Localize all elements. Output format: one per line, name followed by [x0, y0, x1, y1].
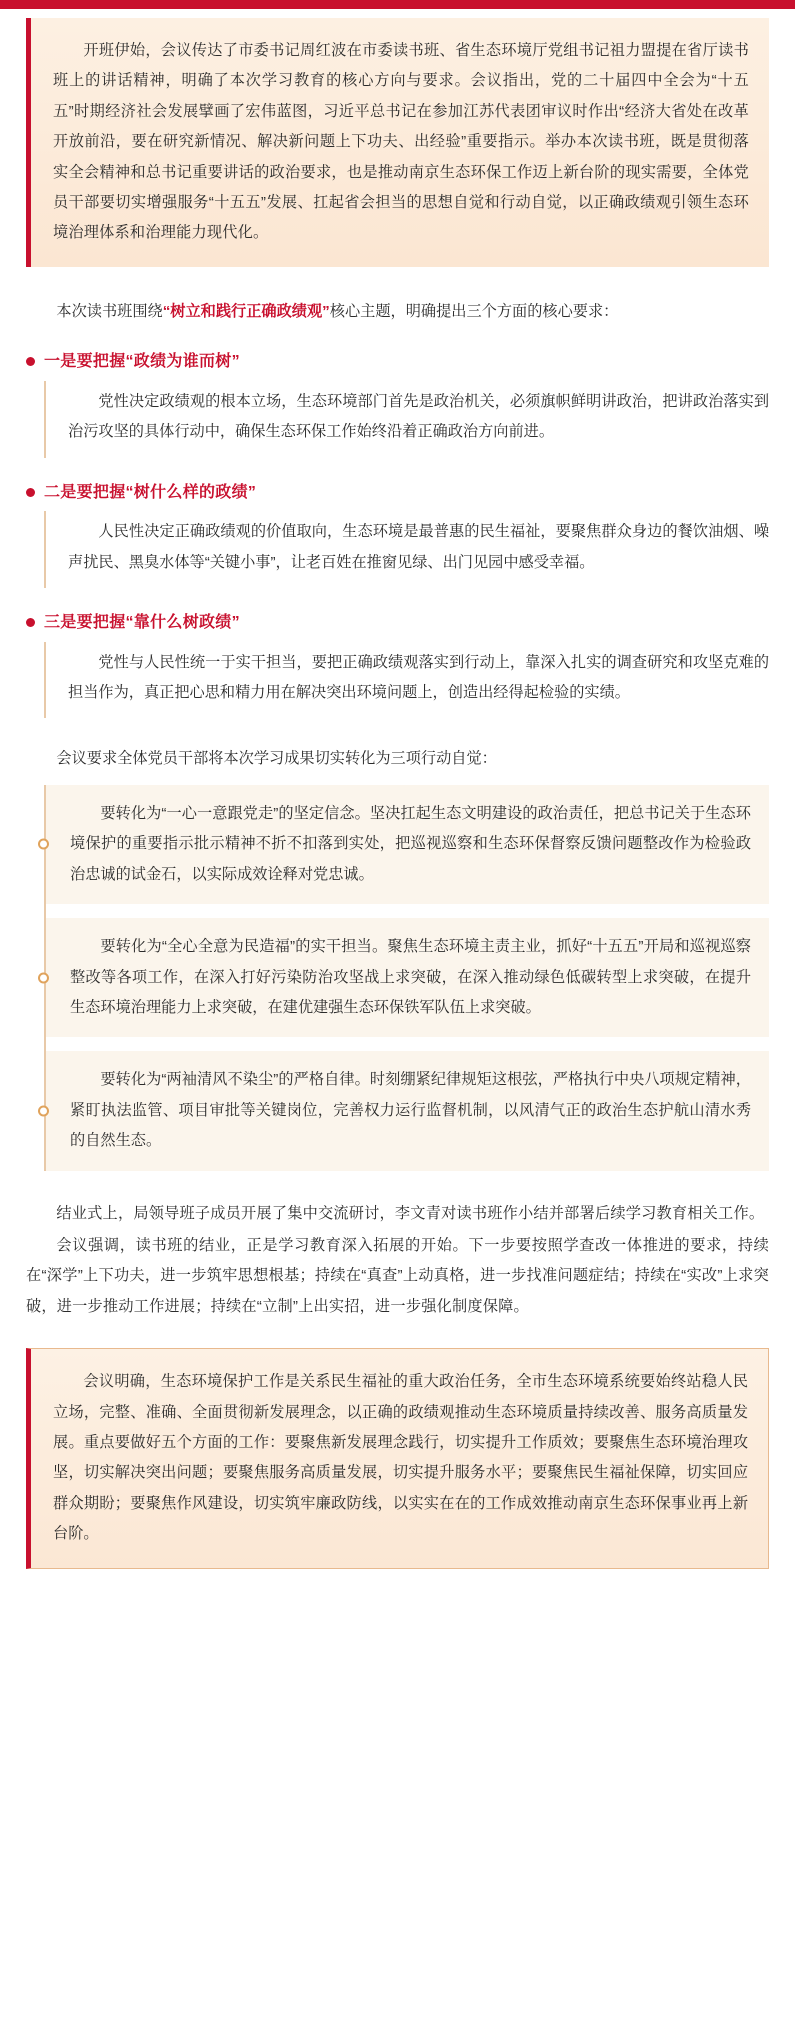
final-highlight-block: [26, 1348, 769, 1568]
requirement-heading: [26, 610, 769, 636]
theme-lead-prefix: 本次读书班围绕: [56, 302, 163, 320]
final-paragraph: 会议明确，生态环境保护工作是关系民生福祉的重大政治任务，全市生态环境系统要始终站稳人民立场，完整、准确、全面贯彻新发展理念，以正确的政绩观推动生态环境质量持续改善、服务高质量发展。重点要做好五个方面的工作：要聚焦新发展理念践行，切实提升工作质效；要聚焦生态环境治理攻坚，切实解决突出问题；要聚焦服务高质量发展，切实提升服务水平；要聚焦民生福祉保障，切实回应群众期盼；要聚焦作风建设，切实筑牢廉政防线，以实实在在的工作成效推动南京生态环保事业再上新台阶。: [53, 1373, 748, 1543]
transform-text: 要转化为“两袖清风不染尘”的严格自律。时刻绷紧纪律规矩这根弦，严格执行中央八项规定精神，紧盯执法监管、项目审批等关键岗位，完善权力运行监督机制，以风清气正的政治生态护航山清水秀的自然生态。: [70, 1071, 751, 1150]
requirement-body: [44, 381, 769, 458]
bullet-dot-icon: [26, 357, 35, 366]
theme-lead: [26, 297, 769, 327]
closing-section: [26, 1199, 769, 1323]
transform-intro: 会议要求全体党员干部将本次学习成果切实转化为三项行动自觉：: [56, 750, 497, 768]
requirement-text: 人民性决定正确政绩观的价值取向，生态环境是最普惠的民生福祉，要聚焦群众身边的餐饮油烟、噪声扰民、黑臭水体等“关键小事”，让老百姓在推窗见绿、出门见园中感受幸福。: [68, 523, 769, 571]
spacer: [0, 1569, 795, 1579]
transform-text: 要转化为“全心全意为民造福”的实干担当。聚焦生态环境主责主业，抓好“十五五”开局和巡视巡察整改等各项工作，在深入打好污染防治攻坚战上求突破，在深入推动绿色低碳转型上求突破，在提升生态环境治理能力上求突破，在建优建强生态环保铁军队伍上求突破。: [70, 938, 751, 1016]
ring-marker-icon: [38, 972, 49, 983]
bullet-dot-icon: [26, 488, 35, 497]
requirement-heading: [26, 480, 769, 506]
bullet-dot-icon: [26, 618, 35, 627]
spacer: [0, 9, 795, 18]
body-section: [26, 297, 769, 1322]
requirement-title: 一是要把握“政绩为谁而树”: [44, 353, 240, 371]
closing-paragraph: 结业式上，局领导班子成员开展了集中交流研讨，李文青对读书班作小结并部署后续学习教育相关工作。: [56, 1204, 765, 1222]
intro-paragraph: 开班伊始，会议传达了市委书记周红波在市委读书班、省生态环境厅党组书记祖力盟提在省厅读书班上的讲话精神，明确了本次学习教育的核心方向与要求。会议指出，党的二十届四中全会为“十五五”时期经济社会发展擘画了宏伟蓝图，习近平总书记在参加江苏代表团审议时作出“经济大省处在改革开放前沿，要在研究新情况、解决新问题上下功夫、出经验”重要指示。举办本次读书班，既是贯彻落实全会精神和总书记重要讲话的政治要求，也是推动南京生态环保工作迈上新台阶的现实需要，全体党员干部要切实增强服务“十五五”发展、扛起省会担当的思想自觉和行动自觉，以正确政绩观引领生态环境治理体系和治理能力现代化。: [53, 42, 749, 242]
requirement-title: 二是要把握“树什么样的政绩”: [44, 483, 257, 501]
theme-lead-highlight: “树立和践行正确政绩观”: [162, 302, 330, 320]
top-accent-bar: [0, 0, 795, 9]
requirement-heading: [26, 349, 769, 375]
transform-list: [44, 785, 769, 1171]
ring-marker-icon: [38, 839, 49, 850]
list-item: [46, 785, 769, 904]
ring-marker-icon: [38, 1105, 49, 1116]
transform-text: 要转化为“一心一意跟党走”的坚定信念。坚决扛起生态文明建设的政治责任，把总书记关于生态环境保护的重要指示批示精神不折不扣落到实处，把巡视巡察和生态环保督察反馈问题整改作为检验政治忠诚的试金石，以实际成效诠释对党忠诚。: [70, 804, 751, 883]
requirement-title: 三是要把握“靠什么树政绩”: [44, 614, 240, 632]
intro-highlight-block: [26, 18, 769, 267]
closing-paragraph: 会议强调，读书班的结业，正是学习教育深入拓展的开始。下一步要按照学查改一体推进的要求，持续在“深学”上下功夫，进一步筑牢思想根基；持续在“真查”上动真格，进一步找准问题症结；持续在“实改”上求突破，进一步推动工作进展；持续在“立制”上出实招，进一步强化制度保障。: [26, 1236, 769, 1315]
theme-lead-suffix: 核心主题，明确提出三个方面的核心要求：: [329, 302, 619, 320]
list-item: [46, 918, 769, 1037]
requirement-body: [44, 642, 769, 719]
requirement-text: 党性决定政绩观的根本立场，生态环境部门首先是政治机关，必须旗帜鲜明讲政治，把讲政治落实到治污攻坚的具体行动中，确保生态环保工作始终沿着正确政治方向前进。: [68, 392, 769, 441]
requirement-text: 党性与人民性统一于实干担当，要把正确政绩观落实到行动上，靠深入扎实的调查研究和攻坚克难的担当作为，真正把心思和精力用在解决突出环境问题上，创造出经得起检验的实绩。: [68, 653, 769, 702]
requirement-body: [44, 511, 769, 588]
list-item: [46, 1051, 769, 1170]
